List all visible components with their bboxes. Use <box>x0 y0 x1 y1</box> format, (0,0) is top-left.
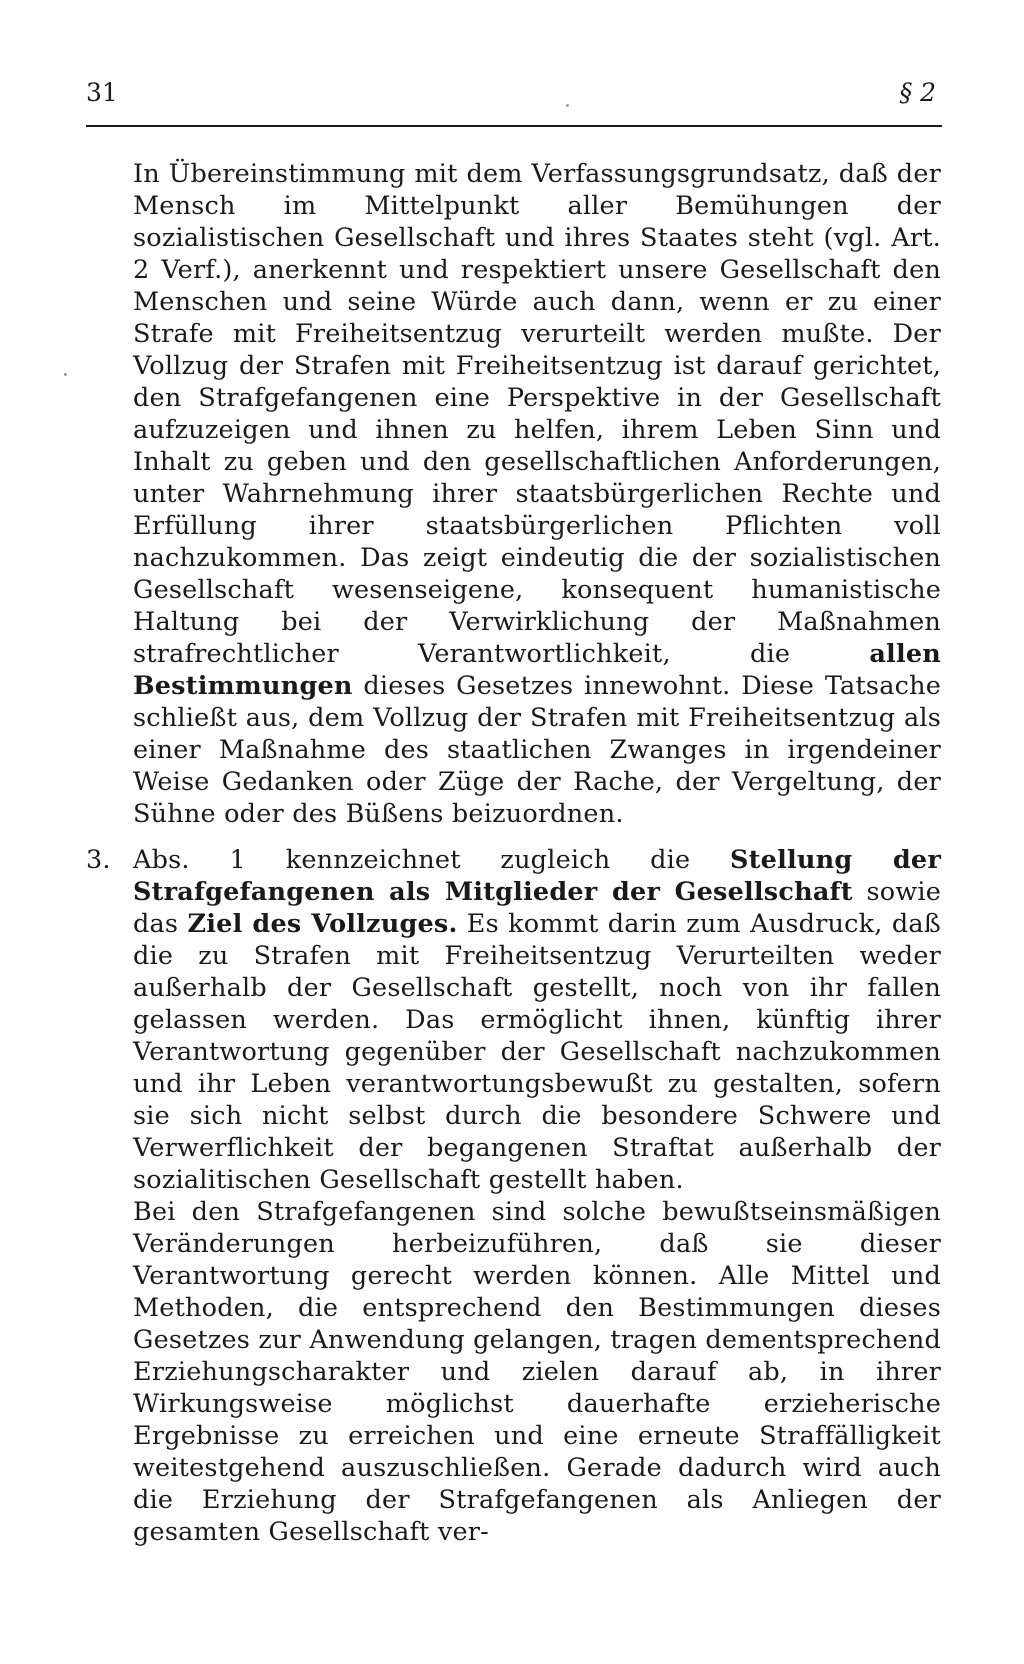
list-item-3-text-end: Es kommt darin zum Ausdruck, daß die zu Strafen mit Freiheitsentzug Verurteilten weder außerhalb der Gesellschaft gestellt, noch von ihr fallen gelassen werden. Das ermöglicht ihnen, künftig ihrer Verantwortung gegenüber der Gesellschaft nachzukommen und ihr Leben verantwortungsbewußt zu gestalten, sofern sie sich nicht selbst durch die besondere Schwere und Verwerflichkeit der begangenen Straftat außerhalb der sozialitischen Gesellschaft gestellt haben. <box>133 909 941 1195</box>
paragraph-spacer <box>133 830 941 844</box>
paragraph-2: Bei den Strafgefangenen sind solche bewußtseinsmäßigen Veränderungen herbeizuführen, daß sie dieser Verantwortung gerecht werden können. Alle Mittel und Methoden, die entsprechend den Bestimmungen dieses Gesetzes zur Anwendung gelangen, tragen dementsprechend Erziehungscharakter und zielen darauf ab, in ihrer Wirkungsweise möglichst dauerhafte erzieherische Ergebnisse zu erreichen und eine erneute Straffälligkeit weitestgehend auszuschließen. Gerade dadurch wird auch die Erziehung der Strafgefangenen als Anliegen der gesamten Gesellschaft ver- <box>133 1197 941 1547</box>
list-item-3 <box>86 844 941 1196</box>
page-header <box>86 78 942 114</box>
list-item-3-emphasis-2: Ziel des Vollzuges. <box>187 909 458 939</box>
section-mark: § 2 <box>899 78 936 107</box>
paragraph-1-emphasis: allen Bestimmungen <box>133 639 941 701</box>
list-item-3-text-mid: sowie das <box>133 877 941 939</box>
header-rule <box>86 125 942 127</box>
scan-speck <box>64 373 67 376</box>
scan-speck <box>566 104 569 107</box>
list-marker: 3. <box>86 845 111 875</box>
page-number: 31 <box>86 78 118 107</box>
paragraph-1-text: In Übereinstimmung mit dem Verfassungsgrundsatz, daß der Mensch im Mittelpunkt aller Bemühungen der sozialistischen Gesellschaft und ihres Staates steht (vgl. Art. 2 Verf.), anerkennt und respektiert unsere Gesellschaft den Menschen und seine Würde auch dann, wenn er zu einer Strafe mit Freiheitsentzug verurteilt werden mußte. Der Vollzug der Strafen mit Freiheitsentzug ist darauf gerichtet, den Strafgefangenen eine Perspektive in der Gesellschaft aufzuzeigen und ihnen zu helfen, ihrem Leben Sinn und Inhalt zu geben und den gesellschaftlichen Anforderungen, unter Wahrnehmung ihrer staatsbürgerlichen Rechte und Erfüllung ihrer staatsbürgerlichen Pflichten voll nachzukommen. Das zeigt eindeutig die der sozialistischen Gesellschaft wesenseigene, konsequent humanistische Haltung bei der Verwirklichung der Maßnahmen strafrechtlicher Verantwortlichkeit, die <box>133 159 941 669</box>
paragraph-1 <box>133 158 941 830</box>
list-item-3-text-start: Abs. 1 kennzeichnet zugleich die <box>133 845 731 875</box>
paragraph-1-text-end: dieses Gesetzes innewohnt. Diese Tatsache schließt aus, dem Vollzug der Strafen mit Freiheitsentzug als einer Maßnahme des staatlichen Zwanges in irgendeiner Weise Gedanken oder Züge der Rache, der Vergeltung, der Sühne oder des Büßens beizuordnen. <box>133 671 941 829</box>
list-item-3-emphasis-1: Stellung der Strafgefangenen als Mitglieder der Gesellschaft <box>133 845 941 907</box>
body-text <box>86 158 941 1548</box>
